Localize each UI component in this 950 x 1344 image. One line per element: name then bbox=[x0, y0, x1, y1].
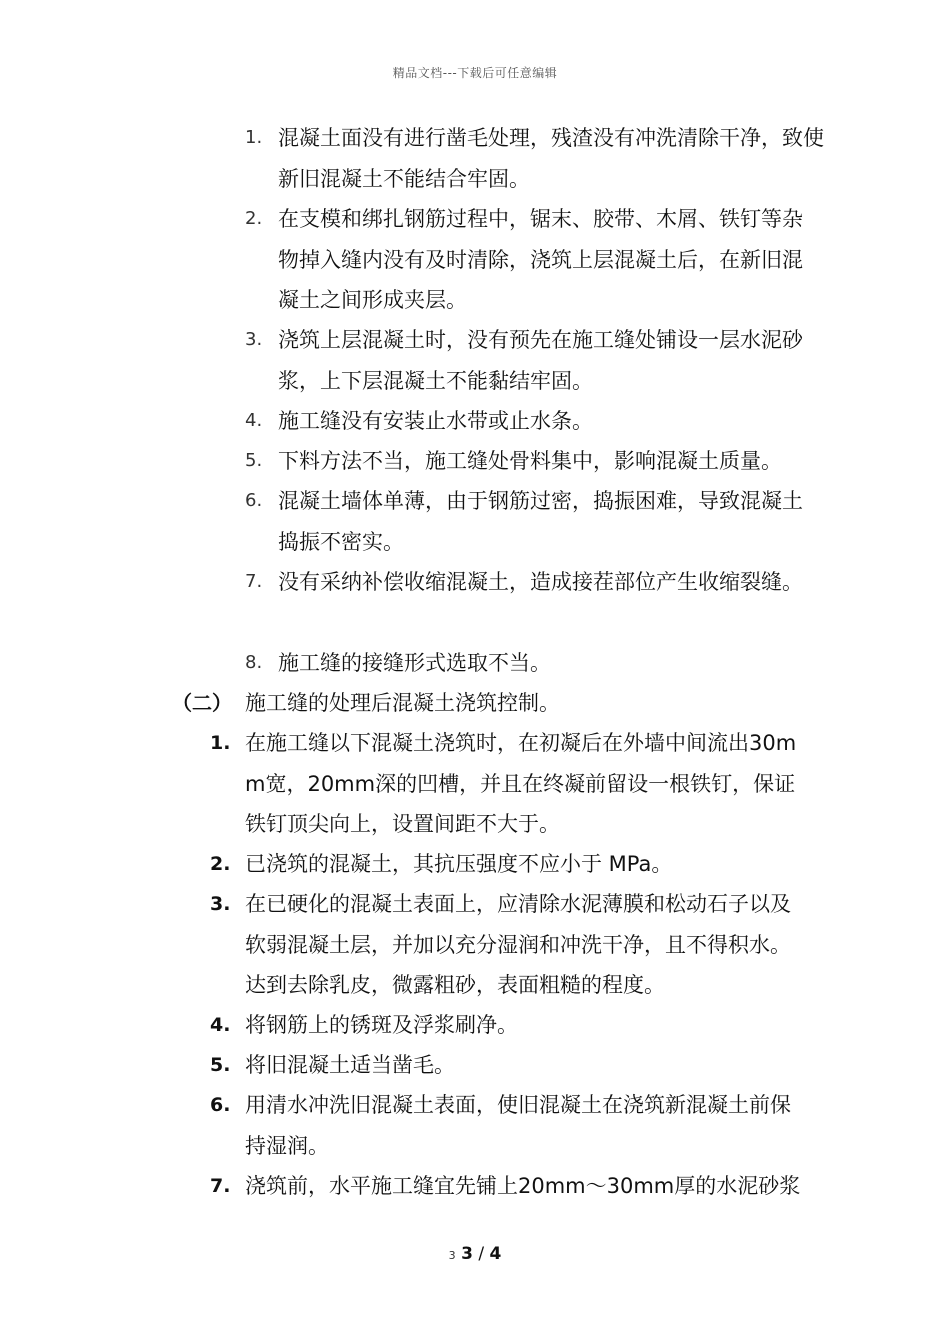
item-number: 3. bbox=[210, 893, 231, 915]
list-b-item-4 bbox=[0, 1005, 950, 1045]
list-a-item-3 bbox=[0, 320, 950, 401]
item-number: 2. bbox=[210, 853, 231, 875]
item-number: 5. bbox=[245, 450, 263, 471]
item-text: 在支模和绑扎钢筋过程中，锯末、胶带、木屑、铁钉等杂物掉入缝内没有及时清除，浇筑上层混凝土后，在新旧混凝土之间形成夹层。 bbox=[278, 207, 803, 312]
item-text: 用清水冲洗旧混凝土表面，使旧混凝土在浇筑新混凝土前保持湿润。 bbox=[245, 1093, 791, 1158]
list-b-item-1 bbox=[0, 723, 950, 844]
list-a-item-6 bbox=[0, 481, 950, 562]
page-header: 精品文档---下载后可任意编辑 bbox=[392, 66, 558, 80]
item-text: 施工缝没有安装止水带或止水条。 bbox=[278, 409, 593, 433]
section-number: （二） bbox=[172, 691, 232, 715]
item-number: 3. bbox=[245, 329, 263, 350]
list-a-item-5 bbox=[0, 441, 950, 481]
item-text: 已浇筑的混凝土，其抗压强度不应小于 MPa。 bbox=[245, 852, 673, 876]
item-number: 2. bbox=[245, 208, 263, 229]
page-number-current: 3 bbox=[461, 1244, 473, 1264]
list-a-item-4 bbox=[0, 401, 950, 441]
section-title: 施工缝的处理后混凝土浇筑控制。 bbox=[245, 691, 560, 715]
item-text: 下料方法不当，施工缝处骨料集中，影响混凝土质量。 bbox=[278, 449, 782, 473]
item-number: 6. bbox=[245, 490, 263, 511]
item-text: 将旧混凝土适当凿毛。 bbox=[245, 1053, 455, 1077]
footer-small-number: 3 bbox=[448, 1249, 456, 1262]
list-b-item-3 bbox=[0, 884, 950, 1005]
item-text: 将钢筋上的锈斑及浮浆刷净。 bbox=[245, 1013, 518, 1037]
item-text: 混凝土面没有进行凿毛处理，残渣没有冲洗清除干净，致使新旧混凝土不能结合牢固。 bbox=[278, 126, 824, 191]
list-b-item-2 bbox=[0, 844, 950, 884]
list-b-item-7 bbox=[0, 1166, 950, 1206]
item-number: 5. bbox=[210, 1054, 231, 1076]
item-number: 4. bbox=[245, 410, 263, 431]
item-number: 8. bbox=[245, 652, 263, 673]
list-a-item-7 bbox=[0, 562, 950, 643]
item-text: 在施工缝以下混凝土浇筑时，在初凝后在外墙中间流出30mm宽，20mm深的凹槽，并且在终凝前留设一根铁钉，保证铁钉顶尖向上，设置间距不大于。 bbox=[245, 731, 797, 836]
item-number: 1. bbox=[210, 732, 231, 754]
list-a-item-8 bbox=[0, 643, 950, 683]
item-number: 1. bbox=[245, 127, 263, 148]
section-heading bbox=[0, 683, 950, 723]
page-number-separator: / bbox=[472, 1244, 490, 1264]
item-number: 7. bbox=[210, 1175, 231, 1197]
list-a-item-2 bbox=[0, 199, 950, 320]
item-number: 7. bbox=[245, 571, 263, 592]
item-text: 浇筑上层混凝土时，没有预先在施工缝处铺设一层水泥砂浆，上下层混凝土不能黏结牢固。 bbox=[278, 328, 803, 393]
page-footer bbox=[0, 1244, 950, 1264]
item-text: 施工缝的接缝形式选取不当。 bbox=[278, 651, 551, 675]
list-a-item-1 bbox=[0, 118, 950, 199]
item-number: 4. bbox=[210, 1014, 231, 1036]
page-number-total: 4 bbox=[489, 1244, 502, 1264]
item-text: 没有采纳补偿收缩混凝土，造成接茬部位产生收缩裂缝。 bbox=[278, 570, 803, 594]
item-text: 混凝土墙体单薄，由于钢筋过密，捣振困难，导致混凝土捣振不密实。 bbox=[278, 489, 803, 554]
list-b-item-5 bbox=[0, 1045, 950, 1085]
item-text: 浇筑前，水平施工缝宜先铺上20mm～30mm厚的水泥砂浆 bbox=[245, 1174, 801, 1198]
item-number: 6. bbox=[210, 1094, 231, 1116]
item-text: 在已硬化的混凝土表面上，应清除水泥薄膜和松动石子以及软弱混凝土层，并加以充分湿润和冲洗干净，且不得积水。达到去除乳皮，微露粗砂，表面粗糙的程度。 bbox=[245, 892, 791, 997]
list-b-item-6 bbox=[0, 1085, 950, 1166]
